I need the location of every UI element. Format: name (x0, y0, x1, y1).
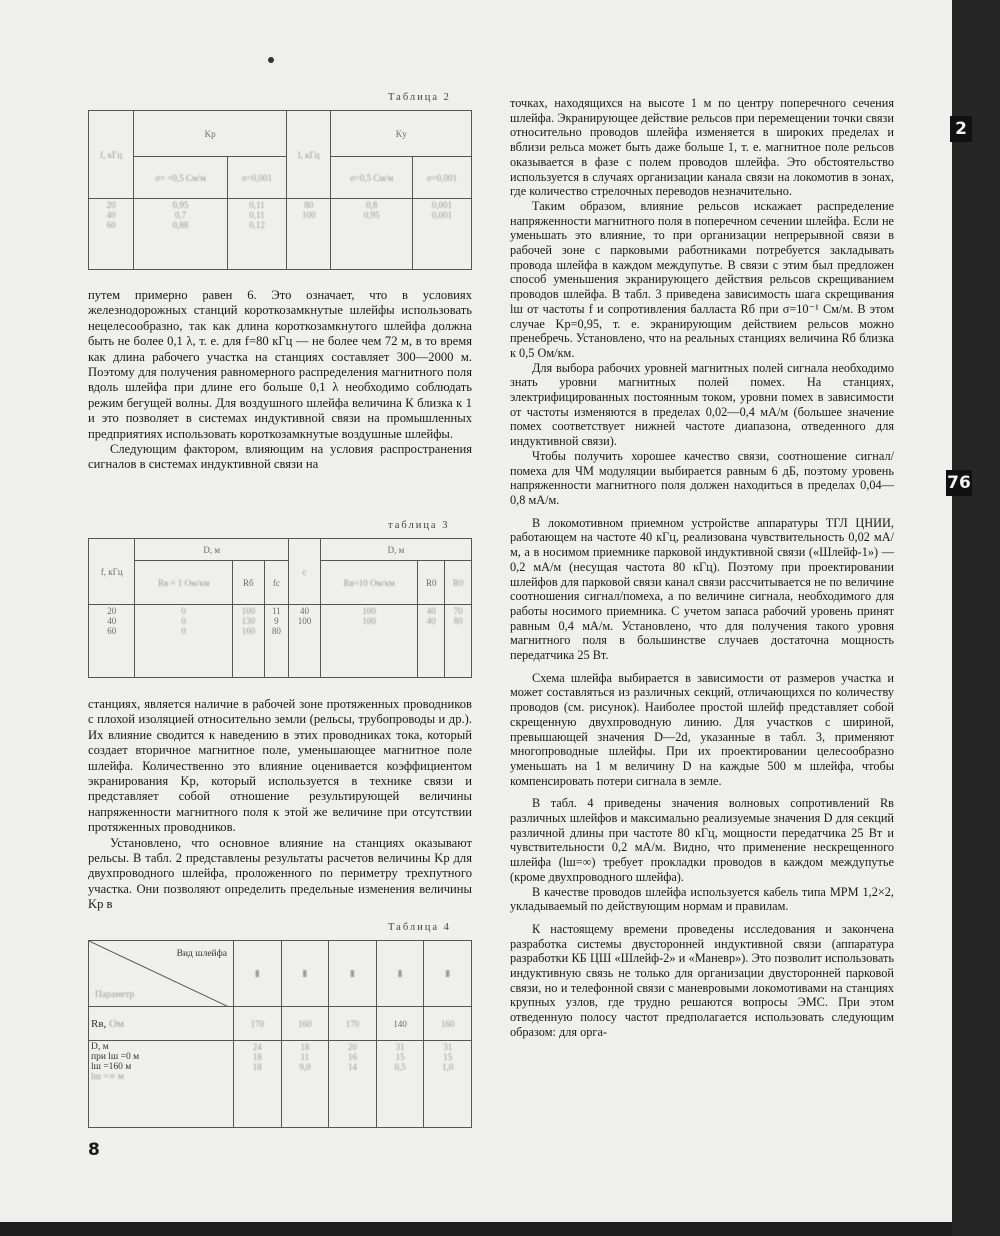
table3-head-d2: D, м (320, 539, 471, 561)
table4-caption: Таблица 4 (388, 922, 451, 933)
edge-mark-top: 2 (950, 116, 972, 142)
table4-col-head: ▮ (424, 941, 472, 1007)
paragraph: Схема шлейфа выбирается в зависимости от размеров участка и может составляться из различных секций, отличающихся по количеству проводов (см. рисунок). Наиболее простой шлейф представляет собой скрещенную двухпроводную линию. Для участков с шириной, превышающей значения D—2d, указанные в табл. 3, применяют многопроводные шлейфы. При их проектировании целесообразно уменьшать на 1 м величину D на каждые 500 м шлейфа, чтобы компенсировать потери сигнала в земле. (510, 670, 894, 788)
table3-cell: 11 9 80 (264, 605, 288, 678)
table4-cell: 18 11 9,0 (281, 1041, 329, 1128)
table3-head-fc: fс (264, 561, 288, 605)
table4-row-rb-label: Rв, Ом (89, 1007, 234, 1041)
table3-cell: 100 130 160 (232, 605, 264, 678)
table-row (89, 199, 472, 270)
table3-head-rb1: Rв = 1 Ом/км (135, 561, 232, 605)
table4-cell: 31 15 1,0 (424, 1041, 472, 1128)
table4-d-label: D, м (91, 1042, 109, 1052)
table4-corner-top: Вид шлейфа (176, 949, 227, 959)
table2-head-ky-b: σ=0,001 (412, 157, 471, 199)
table4-corner-bottom: Параметр (95, 990, 135, 1000)
paragraph: точках, находящихся на высоте 1 м по центру поперечного сечения шлейфа. Экранирующее действие рельсов при перемещении точки связи относительно проводов шлейфа изменяется в широких пределах и вблизи рельса может быть даже больше 1, т. е. магнитное поле рельсов оказывается в фазе с полем проводов шлейфа. Это обстоятельство используется в случаях организации канала связи на локомотив в зонах, где количество стрелочных переводов незначительно. (510, 96, 894, 199)
table2-caption: Таблица 2 (388, 92, 451, 103)
table3-head-rg: Rб (232, 561, 264, 605)
table4-d-sub1: при lш =0 м (91, 1052, 140, 1062)
table2-cell: 0,001 0,001 (412, 199, 471, 270)
page-edge-dark (952, 0, 1000, 1236)
table2-cell: 0,8 0,95 (331, 199, 412, 270)
table3-cell: 20 40 60 (89, 605, 135, 678)
left-column-text-2 (88, 697, 472, 913)
table2-cell: 0,95 0,7 0,88 (134, 199, 228, 270)
table4-col-head: ▮ (281, 941, 329, 1007)
table4-col-head: ▮ (376, 941, 424, 1007)
ink-dot (268, 57, 274, 63)
paragraph: Установлено, что основное влияние на станциях оказывают рельсы. В табл. 2 представлены результаты расчетов величины Kр для двухпроводного шлейфа, проложенного по периметру трехпутного участка. Они позволяют определить предельные изменения величины Kр в (88, 835, 472, 912)
table2-head-ky: Kу (331, 111, 472, 157)
table2-cell: 20 40 60 (89, 199, 134, 270)
table4-col-head: ▮ (329, 941, 377, 1007)
table3-head-c: с (289, 539, 321, 605)
table4-cell: 140 (376, 1007, 424, 1041)
right-column-text (510, 96, 894, 1040)
table4-d-sub2: lш =160 м (91, 1062, 132, 1072)
table4-cell: 31 15 0,5 (376, 1041, 424, 1128)
table2-cell: 80 100 (287, 199, 331, 270)
table3-head-rb2: Rв=10 Ом/км (320, 561, 417, 605)
paragraph: Для выбора рабочих уровней магнитных полей сигнала необходимо знать уровни магнитных полей помех. На станциях, электрифицированных постоянным током, уровни помех в зависимости от частоты изменяются в пределах 0,02—0,4 мА/м (большее значение помех соответствует нижней частоте диапазона, отведенного для индуктивной связи). (510, 360, 894, 449)
paragraph: Следующим фактором, влияющим на условия распространения сигналов в системах индуктивной связи на (88, 442, 472, 472)
table4-cell: 24 18 18 (234, 1041, 282, 1128)
table2-head-sigma-b: σ=0,001 (227, 157, 286, 199)
table3-head-r0b: R0 (445, 561, 472, 605)
table3-head-f: f, кГц (89, 539, 135, 605)
table3 (88, 538, 472, 678)
edge-mark-mid: 76 (946, 470, 972, 496)
table4-cell: 170 (234, 1007, 282, 1041)
table3-cell: 40 40 (418, 605, 445, 678)
table4-cell: 160 (281, 1007, 329, 1041)
table2-head-ky-a: σ=0,5 См/м (331, 157, 412, 199)
page-number: 8 (88, 1140, 100, 1160)
table3-head-d1: D, м (135, 539, 289, 561)
table4-rb-label: Rв (91, 1017, 104, 1030)
table2-cell: 0,11 0,11 0,12 (227, 199, 286, 270)
page-bottom-edge (0, 1222, 952, 1236)
table4-rb-unit: Ом (109, 1017, 124, 1030)
table2 (88, 110, 472, 270)
table-row (89, 1041, 472, 1128)
table3-caption: таблица 3 (388, 520, 450, 531)
paragraph: путем примерно равен 6. Это означает, что в условиях железнодорожных станций короткозамкнутые шлейфы использовать нецелесообразно, так как длина короткозамкнутого шлейфа должна быть не более 0,1 λ, т. е. для f=80 кГц — не более чем 72 м, в то время как длина рабочего участка на станциях составляет 300—2000 м. Поэтому для получения равномерного распределения магнитного поля вдоль шлейфа при длине его больше 0,1 λ необходимо соблюдать режим бегущей волны. Для воздушного шлейфа величина К близка к 1 и это позволяет в системах индуктивной связи на промышленных предприятиях использовать короткозамкнутые воздушные шлейфы. (88, 288, 472, 441)
table3-cell: 100 100 (320, 605, 417, 678)
table3-head-r0: R0 (418, 561, 445, 605)
paragraph: станциях, является наличие в рабочей зоне протяженных проводников с плохой изоляцией относительно земли (рельсы, трубопроводы и др.). Их влияние сводится к наведению в этих проводниках тока, который создает вторичное магнитное поле, уменьшающее магнитное поле шлейфа. Количественно это влияние оценивается коэффициентом экранирования Kр, который используется в технике связи и представляет собой отношение результирующей величины напряженности магнитного поля к этой же величине при отсутствии протяженных проводников. (88, 697, 472, 835)
table3-cell: 70 80 (445, 605, 472, 678)
table4-row-d-label (89, 1041, 234, 1128)
table3-cell: 0 0 0 (135, 605, 232, 678)
table4-col-head: ▮ (234, 941, 282, 1007)
table-row (89, 605, 472, 678)
table2-head-kp: Kр (134, 111, 287, 157)
table3-cell: 40 100 (289, 605, 321, 678)
paragraph: В качестве проводов шлейфа используется кабель типа МРМ 1,2×2, укладываемый по действующим нормам и правилам. (510, 884, 894, 914)
paragraph: К настоящему времени проведены исследования и закончена разработка системы двусторонней индуктивной связи (аппаратура разработки КБ ЦШ «Шлейф-2» и «Маневр»). Это позволит использовать индуктивную связь не только для организации двусторонней парковой связи, но и телефонной связи с маневровыми локомотивами на станциях крупных узлов, где трудно решаются вопросы ЭМС. При этом отведенную полосу частот предполагается использовать следующим образом: для орга- (510, 921, 894, 1039)
table2-head-sigma-a: σ= =0,5 См/м (134, 157, 228, 199)
table4-cell: 160 (424, 1007, 472, 1041)
table4-corner (89, 941, 234, 1007)
table4 (88, 940, 472, 1128)
paragraph: Таким образом, влияние рельсов искажает распределение напряженности магнитного поля в поперечном сечении шлейфа. Если не уменьшать это влияние, то при организации непрерывной связи в рабочей зоне с парковыми работниками потребуется закладывать провода шлейфа в каждом междупутье. В связи с этим был предложен способ уменьшения экранирующего действия рельсов скрещиванием проводов шлейфа. В табл. 3 приведена зависимость шага скрещивания lш от частоты f и сопротивления балласта Rб при σ=10⁻¹ См/м. В этом случае Kр=0,95, т. е. экранирующим действием рельсов можно пренебречь. Установлено, что на реальных станциях величина Rб близка к 0,5 Ом/км. (510, 198, 894, 360)
table2-head-f: f, кГц (89, 111, 134, 199)
table2-head-i: l, кГц (287, 111, 331, 199)
left-column-text-1 (88, 288, 472, 473)
table4-d-sub3: lш =∞ м (91, 1072, 124, 1082)
paragraph: Чтобы получить хорошее качество связи, соотношение сигнал/помеха для ЧМ модуляции выбирается равным 6 дБ, поэтому уровень напряженности магнитного поля должен находиться в пределах 0,04—0,8 мА/м. (510, 448, 894, 507)
paragraph: В табл. 4 приведены значения волновых сопротивлений Rв различных шлейфов и максимально реализуемые значения D для секций различной длины при частоте 80 кГц, мощности передатчика 25 Вт и чувствительности 0,2 мА/м. Видно, что применение нескрещенного шлейфа (lш=∞) требует прокладки проводов в каждом междупутье (кроме двухпроводного шлейфа). (510, 796, 894, 884)
table4-cell: 170 (329, 1007, 377, 1041)
table4-cell: 20 16 14 (329, 1041, 377, 1128)
paragraph: В локомотивном приемном устройстве аппаратуры ТГЛ ЦНИИ, работающем на частоте 40 кГц, реализована чувствительность 0,02 мА/м, а в носимом приемнике парковой индуктивной связи («Шлейф-1») — 0,2 мА/м (несущая частота 80 кГц). Поэтому при проектировании шлейфов для парковой связи канал связи рассчитывается не по величине соотношения сигнал/помеха, а по величине сигнала, необходимого для работы носимого приемника. С учетом запаса рабочий уровень принят равным 0,4 мА/м. Установлено, что для получения такого уровня магнитного поля в большинстве случаев достаточна мощность передатчика 25 Вт. (510, 515, 894, 663)
